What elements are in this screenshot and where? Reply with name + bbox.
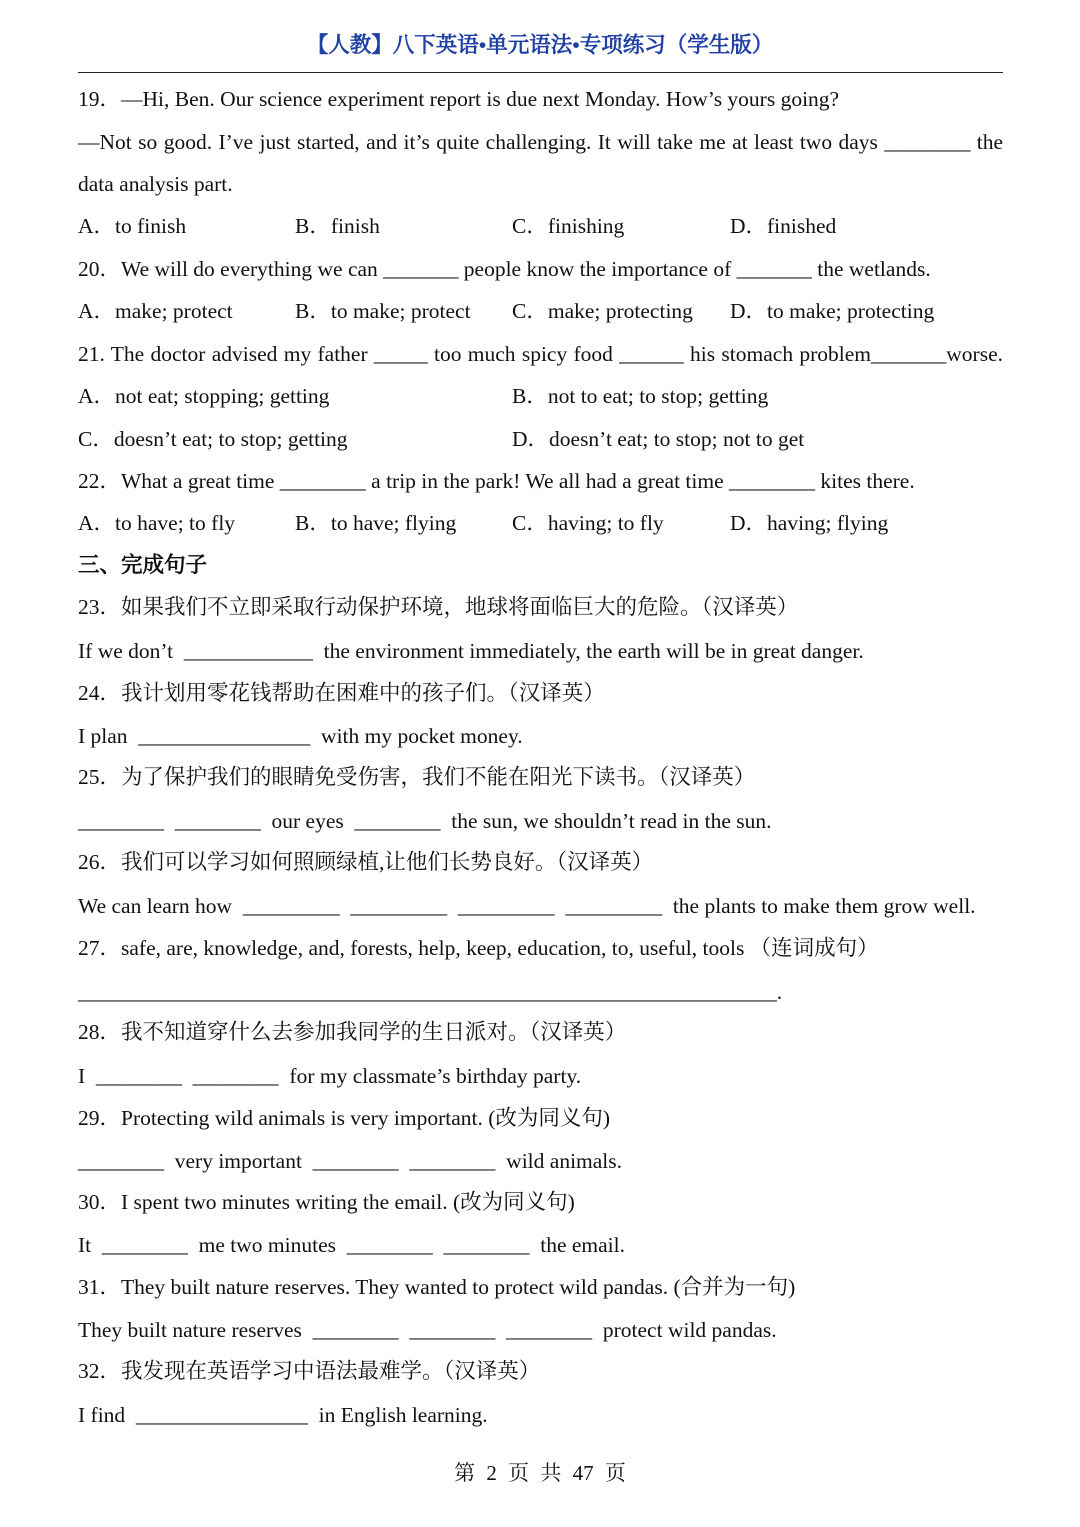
q19-stem-line-3: data analysis part. [78, 172, 233, 196]
q31-prompt: 31．They built nature reserves. They wanted to protect wild pandas. (合并为一句) [78, 1275, 796, 1299]
q30-answer-line: It ________ me two minutes ________ ________ the email. [78, 1233, 626, 1257]
q21-options-row-1 [78, 381, 1003, 411]
q19-option-b: B．finish [295, 214, 380, 238]
q22-option-b: B．to have; flying [295, 511, 457, 535]
q27-answer-line: _________________________________________________________________. [78, 980, 783, 1004]
q19-option-c: C．finishing [512, 214, 625, 238]
q23-answer-line: If we don’t ____________ the environment immediately, the earth will be in great danger. [78, 639, 864, 663]
q21-option-a: A．not eat; stopping; getting [78, 384, 330, 408]
q22-options [78, 508, 1003, 538]
q22-stem: 22．What a great time ________ a trip in the park! We all had a great time ________ kites there. [78, 469, 915, 493]
q22-option-d: D．having; flying [730, 511, 889, 535]
q20-option-a: A．make; protect [78, 299, 233, 323]
q21-option-c: C．doesn’t eat; to stop; getting [78, 427, 348, 451]
q25-prompt: 25．为了保护我们的眼睛免受伤害，我们不能在阳光下读书。（汉译英） [78, 765, 756, 789]
q23-prompt: 23．如果我们不立即采取行动保护环境，地球将面临巨大的危险。（汉译英） [78, 595, 799, 619]
q20-options [78, 296, 1003, 326]
q24-answer-line: I plan ________________ with my pocket money. [78, 724, 523, 748]
q20-option-b: B．to make; protect [295, 299, 471, 323]
q28-prompt: 28．我不知道穿什么去参加我同学的生日派对。（汉译英） [78, 1020, 627, 1044]
q25-answer-line: ________ ________ our eyes ________ the sun, we shouldn’t read in the sun. [78, 809, 772, 833]
q21-stem: 21. The doctor advised my father _____ too much spicy food ______ his stomach problem_______worse. [78, 342, 1003, 366]
q26-answer-line: We can learn how _________ _________ _________ _________ the plants to make them grow well. [78, 894, 976, 918]
q20-option-d: D．to make; protecting [730, 299, 935, 323]
q30-prompt: 30．I spent two minutes writing the email. (改为同义句) [78, 1190, 575, 1214]
footer-page-number: 第 2 页 共 47 页 [454, 1461, 626, 1485]
q19-stem-line-2: —Not so good. I’ve just started, and it’s quite challenging. It will take me at least two days ________ the [78, 130, 1003, 154]
q29-prompt: 29．Protecting wild animals is very important. (改为同义句) [78, 1106, 611, 1130]
q19-option-d: D．finished [730, 214, 837, 238]
q29-answer-line: ________ very important ________ ________ wild animals. [78, 1149, 623, 1173]
q19-stem-line-1: 19．—Hi, Ben. Our science experiment report is due next Monday. How’s yours going? [78, 87, 840, 111]
header-title: 【人教】八下英语•单元语法•专项练习（学生版） [306, 33, 774, 57]
q19-options [78, 211, 1003, 241]
q19-option-a: A．to finish [78, 214, 187, 238]
q21-options-row-2 [78, 424, 1003, 454]
q32-answer-line: I find ________________ in English learning. [78, 1403, 488, 1427]
q31-answer-line: They built nature reserves ________ ________ ________ protect wild pandas. [78, 1318, 777, 1342]
q27-prompt: 27．safe, are, knowledge, and, forests, help, keep, education, to, useful, tools （连词成句） [78, 936, 879, 960]
q28-answer-line: I ________ ________ for my classmate’s birthday party. [78, 1064, 582, 1088]
q24-prompt: 24．我计划用零花钱帮助在困难中的孩子们。（汉译英） [78, 681, 605, 705]
section-heading: 三、完成句子 [78, 553, 208, 577]
q32-prompt: 32．我发现在英语学习中语法最难学。（汉译英） [78, 1359, 541, 1383]
q26-prompt: 26．我们可以学习如何照顾绿植,让他们长势良好。（汉译英） [78, 850, 654, 874]
header-divider [78, 72, 1003, 73]
q22-option-c: C．having; to fly [512, 511, 664, 535]
q22-option-a: A．to have; to fly [78, 511, 236, 535]
q21-option-d: D．doesn’t eat; to stop; not to get [512, 427, 805, 451]
q20-stem: 20．We will do everything we can _______ people know the importance of _______ the wetlands. [78, 257, 931, 281]
q20-option-c: C．make; protecting [512, 299, 693, 323]
q21-option-b: B．not to eat; to stop; getting [512, 384, 769, 408]
